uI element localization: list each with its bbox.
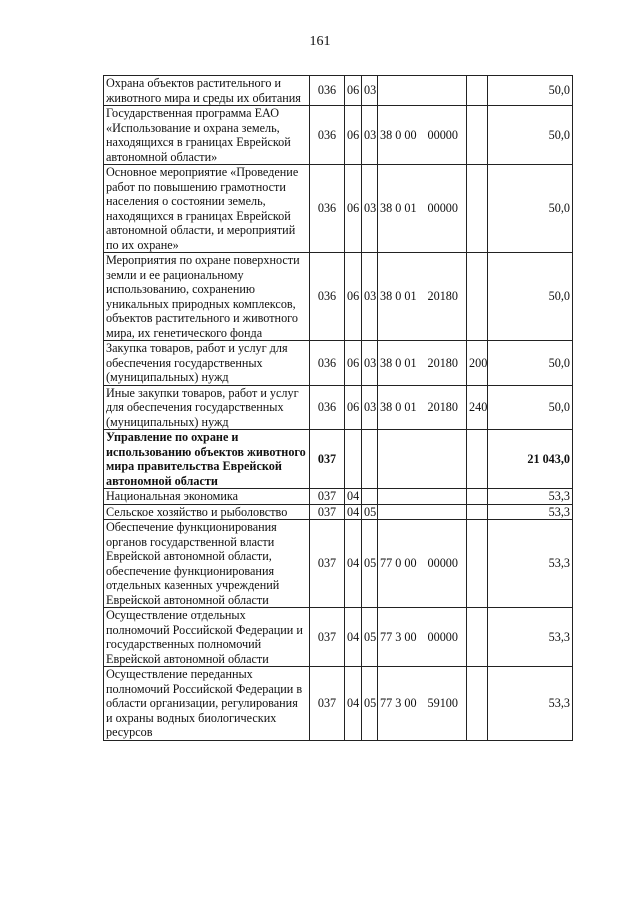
- expense-type-code: 200: [467, 341, 488, 386]
- subsection-code: 05: [362, 520, 378, 608]
- expense-type-code: [467, 520, 488, 608]
- page-number: 161: [309, 34, 331, 49]
- expense-type-code: [467, 504, 488, 520]
- table-row: [104, 520, 573, 608]
- section-code: 04: [345, 667, 362, 741]
- amount: 53,3: [488, 504, 573, 520]
- row-name: Управление по охране и использованию объектов животного мира правительства Еврейской автономной области: [104, 430, 310, 489]
- table-row: [104, 165, 573, 253]
- target-article-suffix: 20180: [426, 385, 467, 430]
- target-article-suffix: [426, 504, 467, 520]
- expense-type-code: [467, 489, 488, 505]
- row-name: Государственная программа ЕАО «Использование и охрана земель, находящихся в границах Еврейской автономной области»: [104, 106, 310, 165]
- ministry-code: 037: [310, 608, 345, 667]
- subsection-code: 05: [362, 667, 378, 741]
- section-code: 06: [345, 165, 362, 253]
- amount: 50,0: [488, 253, 573, 341]
- amount: 50,0: [488, 385, 573, 430]
- row-name: Охрана объектов растительного и животного мира и среды их обитания: [104, 76, 310, 106]
- amount: 53,3: [488, 667, 573, 741]
- section-code: 06: [345, 106, 362, 165]
- expense-type-code: [467, 165, 488, 253]
- table-row: [104, 106, 573, 165]
- ministry-code: 036: [310, 341, 345, 386]
- subsection-code: [362, 489, 378, 505]
- target-article-suffix: [426, 430, 467, 489]
- expense-type-code: [467, 76, 488, 106]
- target-article-code: 38 0 01: [378, 165, 426, 253]
- target-article-code: 38 0 01: [378, 253, 426, 341]
- expense-type-code: 240: [467, 385, 488, 430]
- ministry-code: 036: [310, 106, 345, 165]
- table-row: [104, 608, 573, 667]
- ministry-code: 037: [310, 520, 345, 608]
- subsection-code: [362, 430, 378, 489]
- subsection-code: 03: [362, 76, 378, 106]
- target-article-code: 38 0 01: [378, 385, 426, 430]
- table-row: [104, 253, 573, 341]
- row-name: Национальная экономика: [104, 489, 310, 505]
- amount: 53,3: [488, 608, 573, 667]
- section-code: 04: [345, 608, 362, 667]
- section-code: [345, 430, 362, 489]
- ministry-code: 036: [310, 76, 345, 106]
- table-row: [104, 76, 573, 106]
- target-article-code: [378, 489, 426, 505]
- ministry-code: 036: [310, 165, 345, 253]
- row-name: Иные закупки товаров, работ и услуг для обеспечения государственных (муниципальных) нужд: [104, 385, 310, 430]
- row-name: Осуществление отдельных полномочий Российской Федерации и государственных полномочий Еврейской автономной области: [104, 608, 310, 667]
- row-name: Осуществление переданных полномочий Российской Федерации в области организации, регулирования и охраны водных биологических ресурсов: [104, 667, 310, 741]
- section-code: 06: [345, 253, 362, 341]
- amount: 50,0: [488, 165, 573, 253]
- table-row: [104, 341, 573, 386]
- target-article-suffix: 00000: [426, 608, 467, 667]
- section-code: 04: [345, 520, 362, 608]
- ministry-code: 037: [310, 504, 345, 520]
- ministry-code: 036: [310, 385, 345, 430]
- ministry-code: 037: [310, 489, 345, 505]
- target-article-code: [378, 504, 426, 520]
- ministry-code: 037: [310, 430, 345, 489]
- expense-type-code: [467, 430, 488, 489]
- subsection-code: 05: [362, 504, 378, 520]
- target-article-suffix: 20180: [426, 253, 467, 341]
- target-article-code: [378, 430, 426, 489]
- row-name: Сельское хозяйство и рыболовство: [104, 504, 310, 520]
- section-code: 06: [345, 76, 362, 106]
- table-row: [104, 385, 573, 430]
- budget-table: [103, 75, 573, 741]
- section-code: 04: [345, 489, 362, 505]
- amount: 50,0: [488, 76, 573, 106]
- section-code: 06: [345, 341, 362, 386]
- target-article-suffix: 20180: [426, 341, 467, 386]
- table-row: [104, 504, 573, 520]
- expense-type-code: [467, 608, 488, 667]
- subsection-code: 03: [362, 165, 378, 253]
- target-article-suffix: 00000: [426, 520, 467, 608]
- amount: 50,0: [488, 106, 573, 165]
- target-article-code: 77 0 00: [378, 520, 426, 608]
- amount: 53,3: [488, 489, 573, 505]
- target-article-code: 77 3 00: [378, 667, 426, 741]
- target-article-code: [378, 76, 426, 106]
- target-article-code: 77 3 00: [378, 608, 426, 667]
- table-row: [104, 667, 573, 741]
- target-article-suffix: 00000: [426, 165, 467, 253]
- target-article-suffix: 00000: [426, 106, 467, 165]
- amount: 50,0: [488, 341, 573, 386]
- target-article-suffix: [426, 489, 467, 505]
- target-article-code: 38 0 01: [378, 341, 426, 386]
- row-name: Обеспечение функционирования органов государственной власти Еврейской автономной области, обеспечение функционирования отдельных казенных учреждений Еврейской автономной области: [104, 520, 310, 608]
- target-article-suffix: [426, 76, 467, 106]
- section-code: 04: [345, 504, 362, 520]
- subsection-code: 05: [362, 608, 378, 667]
- subsection-code: 03: [362, 341, 378, 386]
- row-name: Основное мероприятие «Проведение работ по повышению грамотности населения о состоянии земель, находящихся в границах Еврейской автономной области, и мероприятий по их охране»: [104, 165, 310, 253]
- table-row: [104, 489, 573, 505]
- row-name: Мероприятия по охране поверхности земли и ее рациональному использованию, сохранению уникальных природных комплексов, объектов растительного и животного мира, их генетического фонда: [104, 253, 310, 341]
- expense-type-code: [467, 106, 488, 165]
- target-article-code: 38 0 00: [378, 106, 426, 165]
- section-code: 06: [345, 385, 362, 430]
- target-article-suffix: 59100: [426, 667, 467, 741]
- table-row: [104, 430, 573, 489]
- row-name: Закупка товаров, работ и услуг для обеспечения государственных (муниципальных) нужд: [104, 341, 310, 386]
- expense-type-code: [467, 667, 488, 741]
- amount: 21 043,0: [488, 430, 573, 489]
- ministry-code: 037: [310, 667, 345, 741]
- subsection-code: 03: [362, 385, 378, 430]
- subsection-code: 03: [362, 253, 378, 341]
- budget-table-body: [104, 76, 573, 741]
- amount: 53,3: [488, 520, 573, 608]
- subsection-code: 03: [362, 106, 378, 165]
- expense-type-code: [467, 253, 488, 341]
- ministry-code: 036: [310, 253, 345, 341]
